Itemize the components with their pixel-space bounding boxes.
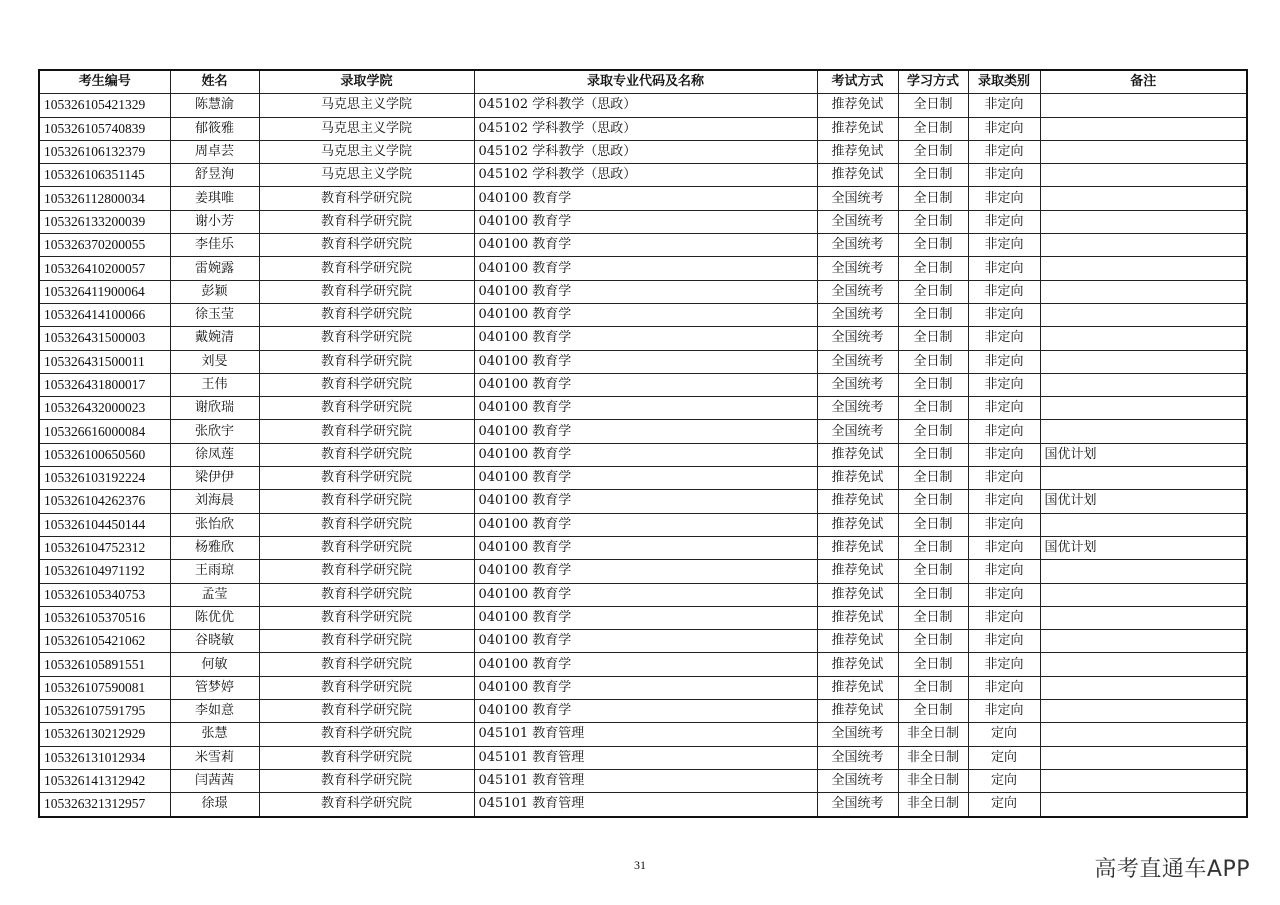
cell-major: 040100 教育学 bbox=[474, 420, 817, 443]
header-college: 录取学院 bbox=[259, 70, 474, 94]
cell-remarks bbox=[1040, 234, 1247, 257]
cell-name: 张欣宇 bbox=[170, 420, 259, 443]
cell-college: 教育科学研究院 bbox=[259, 536, 474, 559]
cell-major: 040100 教育学 bbox=[474, 280, 817, 303]
cell-candidate-id: 105326616000084 bbox=[39, 420, 170, 443]
cell-candidate-id: 105326431500011 bbox=[39, 350, 170, 373]
cell-exam-type: 推荐免试 bbox=[817, 443, 898, 466]
cell-name: 舒昱洵 bbox=[170, 164, 259, 187]
cell-college: 教育科学研究院 bbox=[259, 350, 474, 373]
cell-name: 雷婉露 bbox=[170, 257, 259, 280]
table-row bbox=[39, 443, 1247, 466]
cell-major: 040100 教育学 bbox=[474, 303, 817, 326]
cell-college: 教育科学研究院 bbox=[259, 793, 474, 817]
table-row bbox=[39, 606, 1247, 629]
cell-admission-category: 非定向 bbox=[968, 234, 1040, 257]
cell-exam-type: 推荐免试 bbox=[817, 117, 898, 140]
table-row bbox=[39, 513, 1247, 536]
cell-study-mode: 全日制 bbox=[898, 490, 968, 513]
cell-major: 045102 学科教学（思政） bbox=[474, 117, 817, 140]
watermark: 高考直通车APP bbox=[1094, 857, 1250, 882]
cell-admission-category: 定向 bbox=[968, 746, 1040, 769]
cell-admission-category: 非定向 bbox=[968, 210, 1040, 233]
cell-candidate-id: 105326100650560 bbox=[39, 443, 170, 466]
cell-major: 045101 教育管理 bbox=[474, 793, 817, 817]
header-name: 姓名 bbox=[170, 70, 259, 94]
cell-admission-category: 非定向 bbox=[968, 443, 1040, 466]
table-row bbox=[39, 746, 1247, 769]
cell-admission-category: 非定向 bbox=[968, 280, 1040, 303]
cell-college: 教育科学研究院 bbox=[259, 700, 474, 723]
cell-admission-category: 非定向 bbox=[968, 560, 1040, 583]
cell-name: 彭颖 bbox=[170, 280, 259, 303]
page-number: 31 bbox=[634, 858, 646, 872]
table-row bbox=[39, 397, 1247, 420]
cell-exam-type: 全国统考 bbox=[817, 350, 898, 373]
cell-study-mode: 全日制 bbox=[898, 676, 968, 699]
cell-study-mode: 非全日制 bbox=[898, 746, 968, 769]
cell-study-mode: 全日制 bbox=[898, 700, 968, 723]
cell-major: 040100 教育学 bbox=[474, 187, 817, 210]
cell-exam-type: 全国统考 bbox=[817, 793, 898, 817]
table-row bbox=[39, 560, 1247, 583]
cell-college: 教育科学研究院 bbox=[259, 467, 474, 490]
table-row bbox=[39, 257, 1247, 280]
cell-college: 教育科学研究院 bbox=[259, 583, 474, 606]
cell-candidate-id: 105326432000023 bbox=[39, 397, 170, 420]
cell-exam-type: 推荐免试 bbox=[817, 94, 898, 117]
cell-candidate-id: 105326133200039 bbox=[39, 210, 170, 233]
cell-admission-category: 非定向 bbox=[968, 373, 1040, 396]
cell-remarks bbox=[1040, 140, 1247, 163]
cell-admission-category: 非定向 bbox=[968, 630, 1040, 653]
cell-college: 教育科学研究院 bbox=[259, 257, 474, 280]
cell-college: 教育科学研究院 bbox=[259, 746, 474, 769]
table-row bbox=[39, 117, 1247, 140]
cell-study-mode: 全日制 bbox=[898, 94, 968, 117]
cell-college: 教育科学研究院 bbox=[259, 373, 474, 396]
cell-major: 045101 教育管理 bbox=[474, 769, 817, 792]
cell-candidate-id: 105326410200057 bbox=[39, 257, 170, 280]
cell-remarks bbox=[1040, 117, 1247, 140]
cell-major: 045101 教育管理 bbox=[474, 746, 817, 769]
cell-candidate-id: 105326104752312 bbox=[39, 536, 170, 559]
cell-study-mode: 全日制 bbox=[898, 187, 968, 210]
cell-candidate-id: 105326431800017 bbox=[39, 373, 170, 396]
cell-exam-type: 推荐免试 bbox=[817, 653, 898, 676]
cell-exam-type: 推荐免试 bbox=[817, 513, 898, 536]
table-row bbox=[39, 140, 1247, 163]
cell-remarks bbox=[1040, 303, 1247, 326]
cell-college: 教育科学研究院 bbox=[259, 676, 474, 699]
cell-exam-type: 推荐免试 bbox=[817, 676, 898, 699]
cell-candidate-id: 105326105891551 bbox=[39, 653, 170, 676]
cell-college: 马克思主义学院 bbox=[259, 164, 474, 187]
cell-remarks bbox=[1040, 164, 1247, 187]
table-header-row bbox=[39, 70, 1247, 94]
cell-college: 教育科学研究院 bbox=[259, 630, 474, 653]
cell-remarks bbox=[1040, 257, 1247, 280]
table-row bbox=[39, 327, 1247, 350]
cell-exam-type: 推荐免试 bbox=[817, 630, 898, 653]
cell-college: 马克思主义学院 bbox=[259, 117, 474, 140]
table-row bbox=[39, 630, 1247, 653]
cell-admission-category: 非定向 bbox=[968, 583, 1040, 606]
cell-candidate-id: 105326106132379 bbox=[39, 140, 170, 163]
cell-college: 教育科学研究院 bbox=[259, 280, 474, 303]
table-row bbox=[39, 210, 1247, 233]
cell-candidate-id: 105326130212929 bbox=[39, 723, 170, 746]
cell-study-mode: 全日制 bbox=[898, 653, 968, 676]
cell-college: 教育科学研究院 bbox=[259, 303, 474, 326]
cell-admission-category: 非定向 bbox=[968, 490, 1040, 513]
cell-name: 米雪莉 bbox=[170, 746, 259, 769]
cell-name: 陈优优 bbox=[170, 606, 259, 629]
cell-name: 谢欣瑞 bbox=[170, 397, 259, 420]
cell-study-mode: 全日制 bbox=[898, 443, 968, 466]
cell-candidate-id: 105326105421329 bbox=[39, 94, 170, 117]
cell-college: 教育科学研究院 bbox=[259, 187, 474, 210]
cell-exam-type: 全国统考 bbox=[817, 303, 898, 326]
header-candidate-id: 考生编号 bbox=[39, 70, 170, 94]
cell-name: 李如意 bbox=[170, 700, 259, 723]
cell-name: 王伟 bbox=[170, 373, 259, 396]
cell-name: 徐玉莹 bbox=[170, 303, 259, 326]
cell-study-mode: 非全日制 bbox=[898, 723, 968, 746]
cell-name: 刘旻 bbox=[170, 350, 259, 373]
cell-college: 教育科学研究院 bbox=[259, 443, 474, 466]
cell-major: 045102 学科教学（思政） bbox=[474, 164, 817, 187]
cell-remarks bbox=[1040, 746, 1247, 769]
cell-exam-type: 推荐免试 bbox=[817, 583, 898, 606]
header-admission-category: 录取类别 bbox=[968, 70, 1040, 94]
header-study-mode: 学习方式 bbox=[898, 70, 968, 94]
cell-college: 教育科学研究院 bbox=[259, 210, 474, 233]
cell-study-mode: 全日制 bbox=[898, 606, 968, 629]
cell-study-mode: 全日制 bbox=[898, 350, 968, 373]
cell-major: 040100 教育学 bbox=[474, 443, 817, 466]
cell-candidate-id: 105326104450144 bbox=[39, 513, 170, 536]
cell-major: 040100 教育学 bbox=[474, 606, 817, 629]
cell-major: 040100 教育学 bbox=[474, 536, 817, 559]
cell-admission-category: 非定向 bbox=[968, 94, 1040, 117]
cell-exam-type: 全国统考 bbox=[817, 373, 898, 396]
cell-remarks bbox=[1040, 350, 1247, 373]
header-major: 录取专业代码及名称 bbox=[474, 70, 817, 94]
cell-exam-type: 全国统考 bbox=[817, 420, 898, 443]
cell-major: 045102 学科教学（思政） bbox=[474, 94, 817, 117]
cell-major: 040100 教育学 bbox=[474, 397, 817, 420]
cell-remarks bbox=[1040, 769, 1247, 792]
cell-remarks bbox=[1040, 560, 1247, 583]
cell-college: 教育科学研究院 bbox=[259, 723, 474, 746]
cell-major: 045101 教育管理 bbox=[474, 723, 817, 746]
cell-remarks bbox=[1040, 676, 1247, 699]
cell-candidate-id: 105326131012934 bbox=[39, 746, 170, 769]
cell-major: 040100 教育学 bbox=[474, 257, 817, 280]
cell-admission-category: 非定向 bbox=[968, 676, 1040, 699]
cell-college: 教育科学研究院 bbox=[259, 420, 474, 443]
cell-major: 040100 教育学 bbox=[474, 234, 817, 257]
cell-name: 谢小芳 bbox=[170, 210, 259, 233]
cell-admission-category: 非定向 bbox=[968, 513, 1040, 536]
cell-remarks bbox=[1040, 700, 1247, 723]
cell-admission-category: 非定向 bbox=[968, 327, 1040, 350]
cell-candidate-id: 105326105370516 bbox=[39, 606, 170, 629]
cell-name: 谷晓敏 bbox=[170, 630, 259, 653]
table-row bbox=[39, 490, 1247, 513]
cell-exam-type: 全国统考 bbox=[817, 723, 898, 746]
cell-remarks bbox=[1040, 467, 1247, 490]
cell-exam-type: 推荐免试 bbox=[817, 140, 898, 163]
cell-exam-type: 推荐免试 bbox=[817, 606, 898, 629]
cell-study-mode: 全日制 bbox=[898, 140, 968, 163]
cell-candidate-id: 105326106351145 bbox=[39, 164, 170, 187]
cell-name: 郁筱雅 bbox=[170, 117, 259, 140]
cell-name: 何敏 bbox=[170, 653, 259, 676]
cell-remarks bbox=[1040, 280, 1247, 303]
table-row bbox=[39, 676, 1247, 699]
cell-exam-type: 推荐免试 bbox=[817, 467, 898, 490]
cell-name: 徐璟 bbox=[170, 793, 259, 817]
cell-remarks bbox=[1040, 583, 1247, 606]
cell-name: 刘海晨 bbox=[170, 490, 259, 513]
cell-remarks bbox=[1040, 723, 1247, 746]
cell-candidate-id: 105326414100066 bbox=[39, 303, 170, 326]
cell-candidate-id: 105326107590081 bbox=[39, 676, 170, 699]
cell-study-mode: 全日制 bbox=[898, 257, 968, 280]
cell-college: 教育科学研究院 bbox=[259, 769, 474, 792]
cell-name: 姜琪唯 bbox=[170, 187, 259, 210]
cell-major: 040100 教育学 bbox=[474, 373, 817, 396]
cell-exam-type: 全国统考 bbox=[817, 746, 898, 769]
cell-study-mode: 全日制 bbox=[898, 234, 968, 257]
cell-admission-category: 非定向 bbox=[968, 303, 1040, 326]
header-exam-type: 考试方式 bbox=[817, 70, 898, 94]
cell-college: 教育科学研究院 bbox=[259, 606, 474, 629]
cell-candidate-id: 105326105740839 bbox=[39, 117, 170, 140]
table-row bbox=[39, 234, 1247, 257]
cell-study-mode: 全日制 bbox=[898, 467, 968, 490]
cell-major: 040100 教育学 bbox=[474, 467, 817, 490]
cell-candidate-id: 105326411900064 bbox=[39, 280, 170, 303]
cell-candidate-id: 105326321312957 bbox=[39, 793, 170, 817]
cell-exam-type: 全国统考 bbox=[817, 234, 898, 257]
cell-name: 徐凤莲 bbox=[170, 443, 259, 466]
table-row bbox=[39, 373, 1247, 396]
cell-admission-category: 非定向 bbox=[968, 140, 1040, 163]
cell-college: 教育科学研究院 bbox=[259, 490, 474, 513]
table-row bbox=[39, 769, 1247, 792]
cell-college: 马克思主义学院 bbox=[259, 140, 474, 163]
table-row bbox=[39, 536, 1247, 559]
cell-study-mode: 全日制 bbox=[898, 513, 968, 536]
cell-admission-category: 非定向 bbox=[968, 467, 1040, 490]
cell-remarks bbox=[1040, 606, 1247, 629]
cell-college: 教育科学研究院 bbox=[259, 513, 474, 536]
cell-candidate-id: 105326103192224 bbox=[39, 467, 170, 490]
cell-name: 闫茜茜 bbox=[170, 769, 259, 792]
cell-major: 040100 教育学 bbox=[474, 630, 817, 653]
cell-name: 孟莹 bbox=[170, 583, 259, 606]
cell-exam-type: 推荐免试 bbox=[817, 700, 898, 723]
cell-study-mode: 全日制 bbox=[898, 630, 968, 653]
cell-candidate-id: 105326112800034 bbox=[39, 187, 170, 210]
cell-remarks bbox=[1040, 420, 1247, 443]
cell-name: 王雨琼 bbox=[170, 560, 259, 583]
cell-admission-category: 非定向 bbox=[968, 164, 1040, 187]
cell-remarks bbox=[1040, 653, 1247, 676]
cell-study-mode: 全日制 bbox=[898, 280, 968, 303]
cell-major: 040100 教育学 bbox=[474, 676, 817, 699]
table-row bbox=[39, 653, 1247, 676]
cell-admission-category: 非定向 bbox=[968, 350, 1040, 373]
cell-exam-type: 全国统考 bbox=[817, 769, 898, 792]
cell-remarks: 国优计划 bbox=[1040, 536, 1247, 559]
cell-exam-type: 全国统考 bbox=[817, 327, 898, 350]
cell-name: 梁伊伊 bbox=[170, 467, 259, 490]
cell-candidate-id: 105326107591795 bbox=[39, 700, 170, 723]
cell-admission-category: 非定向 bbox=[968, 420, 1040, 443]
cell-admission-category: 定向 bbox=[968, 723, 1040, 746]
cell-major: 040100 教育学 bbox=[474, 653, 817, 676]
cell-admission-category: 非定向 bbox=[968, 606, 1040, 629]
cell-exam-type: 推荐免试 bbox=[817, 536, 898, 559]
cell-name: 杨雅欣 bbox=[170, 536, 259, 559]
cell-study-mode: 全日制 bbox=[898, 420, 968, 443]
cell-college: 教育科学研究院 bbox=[259, 234, 474, 257]
cell-remarks bbox=[1040, 187, 1247, 210]
cell-admission-category: 定向 bbox=[968, 769, 1040, 792]
cell-admission-category: 非定向 bbox=[968, 653, 1040, 676]
cell-major: 040100 教育学 bbox=[474, 327, 817, 350]
cell-college: 教育科学研究院 bbox=[259, 397, 474, 420]
cell-candidate-id: 105326431500003 bbox=[39, 327, 170, 350]
table-row bbox=[39, 723, 1247, 746]
cell-admission-category: 定向 bbox=[968, 793, 1040, 817]
table-row bbox=[39, 303, 1247, 326]
cell-name: 戴婉清 bbox=[170, 327, 259, 350]
cell-admission-category: 非定向 bbox=[968, 536, 1040, 559]
cell-exam-type: 全国统考 bbox=[817, 210, 898, 233]
cell-remarks bbox=[1040, 210, 1247, 233]
cell-exam-type: 全国统考 bbox=[817, 280, 898, 303]
cell-major: 040100 教育学 bbox=[474, 210, 817, 233]
cell-major: 045102 学科教学（思政） bbox=[474, 140, 817, 163]
cell-candidate-id: 105326370200055 bbox=[39, 234, 170, 257]
cell-remarks bbox=[1040, 373, 1247, 396]
cell-exam-type: 全国统考 bbox=[817, 397, 898, 420]
cell-college: 教育科学研究院 bbox=[259, 327, 474, 350]
cell-candidate-id: 105326105421062 bbox=[39, 630, 170, 653]
cell-major: 040100 教育学 bbox=[474, 560, 817, 583]
cell-name: 陈慧渝 bbox=[170, 94, 259, 117]
cell-major: 040100 教育学 bbox=[474, 700, 817, 723]
cell-candidate-id: 105326105340753 bbox=[39, 583, 170, 606]
table-row bbox=[39, 467, 1247, 490]
header-remarks: 备注 bbox=[1040, 70, 1247, 94]
cell-name: 周卓芸 bbox=[170, 140, 259, 163]
cell-study-mode: 非全日制 bbox=[898, 793, 968, 817]
cell-major: 040100 教育学 bbox=[474, 350, 817, 373]
cell-major: 040100 教育学 bbox=[474, 490, 817, 513]
cell-exam-type: 推荐免试 bbox=[817, 560, 898, 583]
cell-exam-type: 全国统考 bbox=[817, 257, 898, 280]
cell-study-mode: 全日制 bbox=[898, 560, 968, 583]
cell-admission-category: 非定向 bbox=[968, 700, 1040, 723]
table-row bbox=[39, 583, 1247, 606]
cell-name: 张慧 bbox=[170, 723, 259, 746]
cell-study-mode: 非全日制 bbox=[898, 769, 968, 792]
cell-study-mode: 全日制 bbox=[898, 536, 968, 559]
table-row bbox=[39, 793, 1247, 817]
cell-remarks bbox=[1040, 397, 1247, 420]
cell-exam-type: 推荐免试 bbox=[817, 164, 898, 187]
cell-study-mode: 全日制 bbox=[898, 327, 968, 350]
cell-candidate-id: 105326104262376 bbox=[39, 490, 170, 513]
cell-admission-category: 非定向 bbox=[968, 187, 1040, 210]
table-row bbox=[39, 350, 1247, 373]
cell-admission-category: 非定向 bbox=[968, 117, 1040, 140]
cell-name: 张怡欣 bbox=[170, 513, 259, 536]
cell-remarks bbox=[1040, 94, 1247, 117]
cell-remarks bbox=[1040, 793, 1247, 817]
cell-college: 教育科学研究院 bbox=[259, 653, 474, 676]
cell-study-mode: 全日制 bbox=[898, 397, 968, 420]
cell-remarks bbox=[1040, 327, 1247, 350]
cell-remarks bbox=[1040, 630, 1247, 653]
cell-candidate-id: 105326141312942 bbox=[39, 769, 170, 792]
cell-remarks: 国优计划 bbox=[1040, 443, 1247, 466]
table-row bbox=[39, 187, 1247, 210]
cell-study-mode: 全日制 bbox=[898, 117, 968, 140]
table-row bbox=[39, 700, 1247, 723]
cell-name: 李佳乐 bbox=[170, 234, 259, 257]
cell-study-mode: 全日制 bbox=[898, 210, 968, 233]
cell-exam-type: 推荐免试 bbox=[817, 490, 898, 513]
cell-study-mode: 全日制 bbox=[898, 583, 968, 606]
cell-candidate-id: 105326104971192 bbox=[39, 560, 170, 583]
cell-remarks: 国优计划 bbox=[1040, 490, 1247, 513]
cell-study-mode: 全日制 bbox=[898, 373, 968, 396]
table-row bbox=[39, 420, 1247, 443]
table-row bbox=[39, 94, 1247, 117]
table-row bbox=[39, 280, 1247, 303]
cell-exam-type: 全国统考 bbox=[817, 187, 898, 210]
cell-study-mode: 全日制 bbox=[898, 303, 968, 326]
cell-college: 马克思主义学院 bbox=[259, 94, 474, 117]
cell-name: 管梦婷 bbox=[170, 676, 259, 699]
cell-college: 教育科学研究院 bbox=[259, 560, 474, 583]
cell-admission-category: 非定向 bbox=[968, 257, 1040, 280]
cell-major: 040100 教育学 bbox=[474, 583, 817, 606]
cell-study-mode: 全日制 bbox=[898, 164, 968, 187]
admission-table bbox=[38, 69, 1248, 818]
cell-admission-category: 非定向 bbox=[968, 397, 1040, 420]
cell-remarks bbox=[1040, 513, 1247, 536]
cell-major: 040100 教育学 bbox=[474, 513, 817, 536]
table-row bbox=[39, 164, 1247, 187]
